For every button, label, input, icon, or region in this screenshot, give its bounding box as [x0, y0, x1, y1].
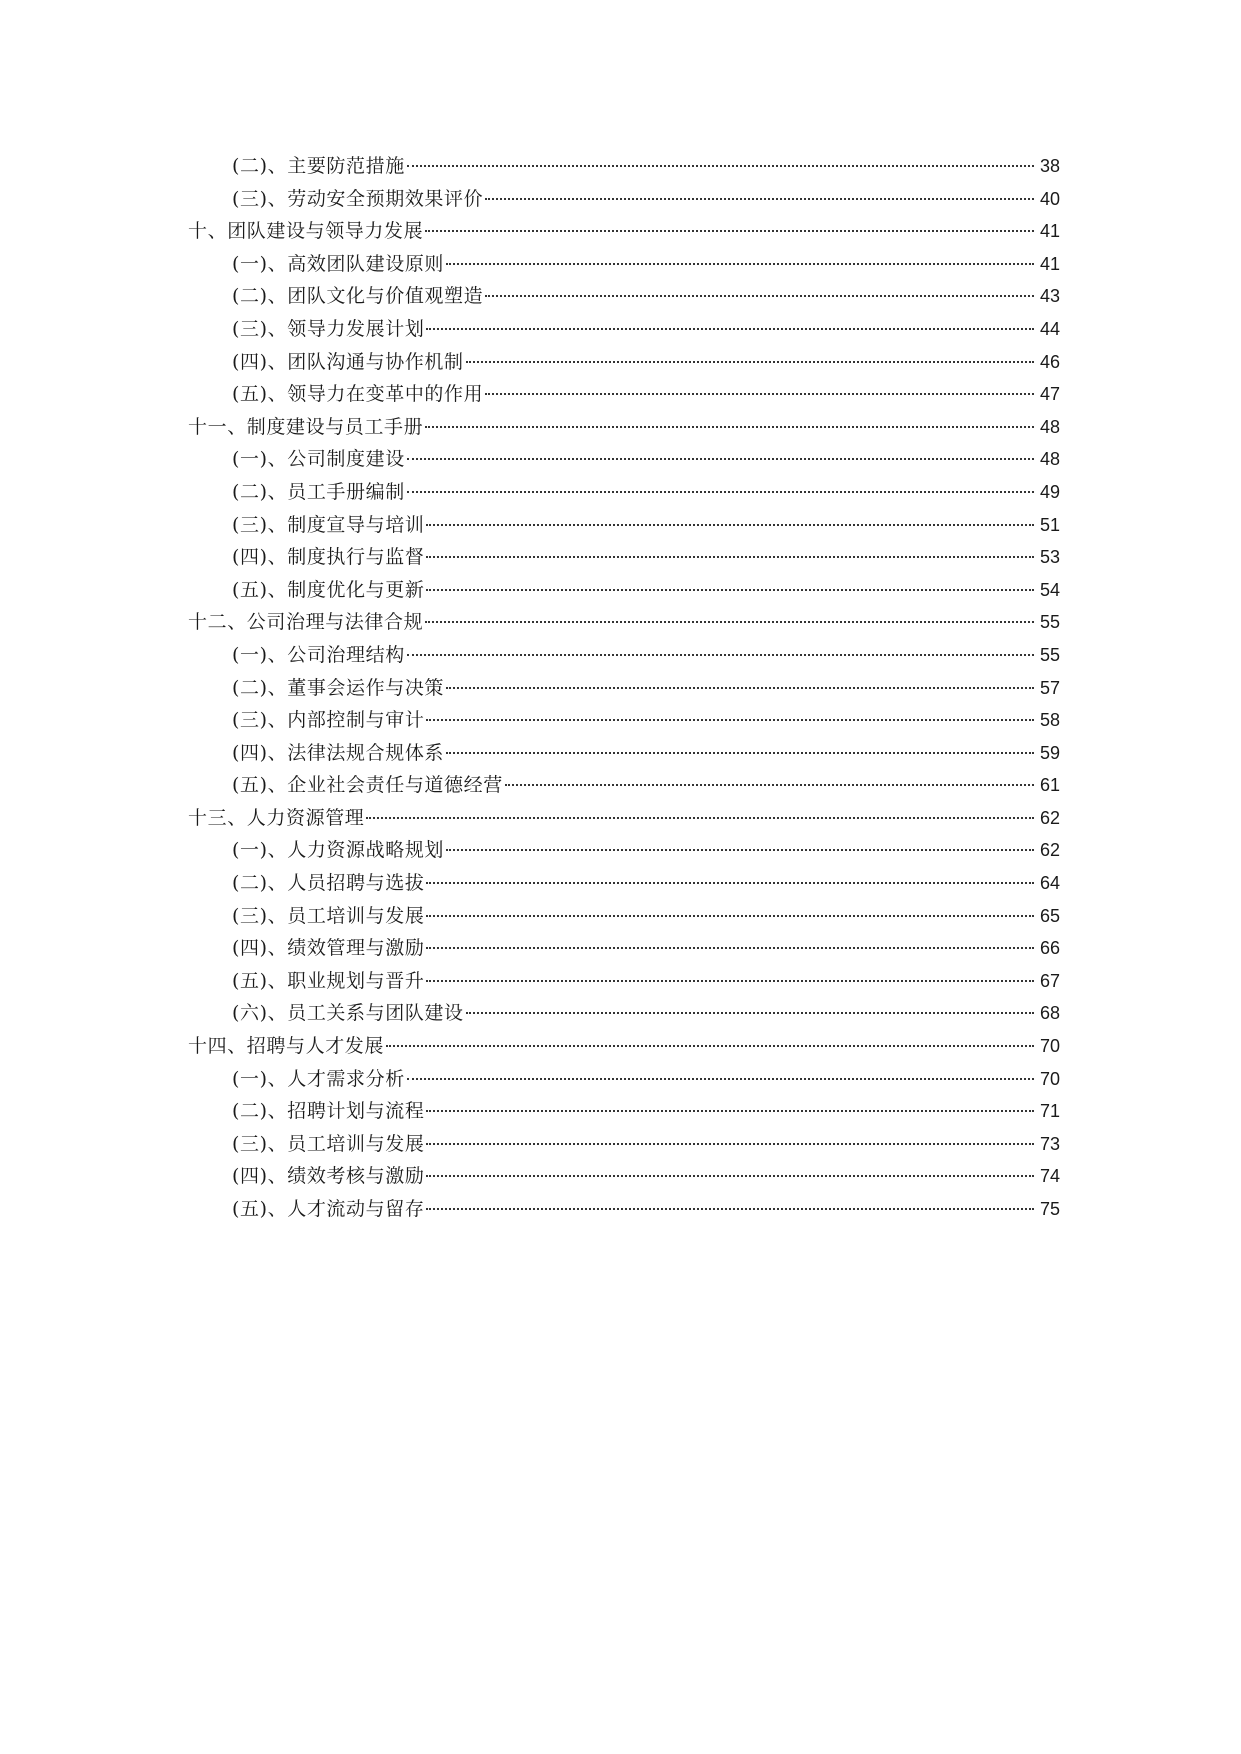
toc-entry-title: 十四、招聘与人才发展 [188, 1035, 385, 1058]
toc-section-entry[interactable] [188, 1095, 1060, 1128]
toc-dot-leader [426, 327, 1034, 330]
toc-dot-leader [466, 360, 1034, 363]
toc-chapter-entry[interactable] [188, 802, 1060, 835]
toc-dot-leader [407, 457, 1034, 460]
toc-entry-title: (五)、制度优化与更新 [232, 578, 425, 601]
toc-section-entry[interactable] [188, 574, 1060, 607]
toc-page-number: 44 [1039, 318, 1060, 339]
toc-dot-leader [485, 392, 1034, 395]
toc-entry-title: (三)、劳动安全预期效果评价 [232, 187, 484, 210]
toc-chapter-entry[interactable] [188, 1030, 1060, 1063]
toc-entry-title: (三)、员工培训与发展 [232, 1132, 425, 1155]
toc-page-number: 73 [1039, 1133, 1060, 1154]
toc-page-number: 68 [1039, 1003, 1060, 1024]
toc-dot-leader [426, 718, 1034, 721]
toc-page-number: 49 [1039, 481, 1060, 502]
toc-entry-title: (三)、制度宣导与培训 [232, 513, 425, 536]
toc-page-number: 59 [1039, 742, 1060, 763]
toc-page-number: 67 [1039, 970, 1060, 991]
toc-dot-leader [446, 751, 1034, 754]
toc-entry-title: (二)、员工手册编制 [232, 480, 405, 503]
toc-section-entry[interactable] [188, 280, 1060, 313]
toc-dot-leader [366, 816, 1034, 819]
toc-section-entry[interactable] [188, 378, 1060, 411]
toc-entry-title: (四)、制度执行与监督 [232, 546, 425, 569]
toc-entry-title: (五)、职业规划与晋升 [232, 969, 425, 992]
toc-dot-leader [426, 946, 1034, 949]
toc-page-number: 74 [1039, 1166, 1060, 1187]
toc-page-number: 75 [1039, 1199, 1060, 1219]
toc-dot-leader [426, 1207, 1034, 1210]
toc-dot-leader [446, 848, 1034, 851]
toc-entry-title: (四)、绩效考核与激励 [232, 1165, 425, 1188]
toc-section-entry[interactable] [188, 704, 1060, 737]
toc-entry-title: (二)、招聘计划与流程 [232, 1100, 425, 1123]
toc-dot-leader [425, 620, 1034, 623]
toc-section-entry[interactable] [188, 150, 1060, 183]
toc-page-number: 55 [1039, 612, 1060, 633]
toc-dot-leader [426, 979, 1034, 982]
toc-entry-title: (一)、人才需求分析 [232, 1067, 405, 1090]
toc-page-number: 62 [1039, 840, 1060, 861]
toc-section-entry[interactable] [188, 509, 1060, 542]
toc-section-entry[interactable] [188, 965, 1060, 998]
toc-chapter-entry[interactable] [188, 606, 1060, 639]
toc-dot-leader [426, 1174, 1034, 1177]
toc-entry-title: 十二、公司治理与法律合规 [188, 611, 424, 634]
toc-page-number: 53 [1039, 547, 1060, 568]
toc-entry-title: (五)、人才流动与留存 [232, 1198, 425, 1220]
toc-entry-title: (一)、公司治理结构 [232, 643, 405, 666]
toc-dot-leader [466, 1011, 1034, 1014]
toc-entry-title: (五)、企业社会责任与道德经营 [232, 774, 503, 797]
toc-section-entry[interactable] [188, 867, 1060, 900]
toc-dot-leader [485, 294, 1034, 297]
toc-section-entry[interactable] [188, 672, 1060, 705]
toc-page-number: 41 [1039, 253, 1060, 274]
toc-entry-title: (一)、公司制度建设 [232, 448, 405, 471]
toc-section-entry[interactable] [188, 834, 1060, 867]
toc-chapter-entry[interactable] [188, 411, 1060, 444]
toc-dot-leader [505, 783, 1034, 786]
toc-page-number: 41 [1039, 221, 1060, 242]
toc-dot-leader [426, 555, 1034, 558]
toc-section-entry[interactable] [188, 248, 1060, 281]
toc-entry-title: 十、团队建设与领导力发展 [188, 220, 424, 243]
toc-dot-leader [425, 229, 1034, 232]
toc-section-entry[interactable] [188, 1160, 1060, 1193]
toc-page-number: 38 [1039, 156, 1060, 176]
toc-section-entry[interactable] [188, 346, 1060, 379]
toc-page-number: 43 [1039, 286, 1060, 307]
toc-dot-leader [485, 197, 1034, 200]
table-of-contents [188, 150, 1060, 1226]
toc-section-entry[interactable] [188, 932, 1060, 965]
toc-dot-leader [407, 653, 1034, 656]
toc-entry-title: (三)、内部控制与审计 [232, 709, 425, 732]
toc-page-number: 48 [1039, 416, 1060, 437]
toc-page-number: 51 [1039, 514, 1060, 535]
toc-dot-leader [446, 686, 1034, 689]
toc-entry-title: 十三、人力资源管理 [188, 806, 365, 829]
toc-entry-title: (二)、董事会运作与决策 [232, 676, 445, 699]
toc-dot-leader [426, 523, 1034, 526]
toc-entry-title: (三)、领导力发展计划 [232, 317, 425, 340]
toc-section-entry[interactable] [188, 443, 1060, 476]
toc-section-entry[interactable] [188, 997, 1060, 1030]
toc-page-number: 48 [1039, 449, 1060, 470]
toc-entry-title: (一)、高效团队建设原则 [232, 252, 445, 275]
toc-section-entry[interactable] [188, 476, 1060, 509]
toc-entry-title: (四)、团队沟通与协作机制 [232, 350, 464, 373]
toc-dot-leader [407, 164, 1034, 167]
toc-section-entry[interactable] [188, 1128, 1060, 1161]
toc-dot-leader [426, 588, 1034, 591]
toc-dot-leader [386, 1044, 1034, 1047]
toc-entry-title: (二)、主要防范措施 [232, 155, 405, 177]
toc-section-entry[interactable] [188, 541, 1060, 574]
toc-section-entry[interactable] [188, 737, 1060, 770]
toc-dot-leader [426, 881, 1034, 884]
toc-entry-title: (二)、团队文化与价值观塑造 [232, 285, 484, 308]
toc-page-number: 66 [1039, 938, 1060, 959]
toc-page-number: 70 [1039, 1068, 1060, 1089]
toc-section-entry[interactable] [188, 183, 1060, 216]
toc-page-number: 71 [1039, 1101, 1060, 1122]
toc-dot-leader [426, 914, 1034, 917]
toc-entry-title: (四)、绩效管理与激励 [232, 937, 425, 960]
toc-dot-leader [426, 1109, 1034, 1112]
toc-page-number: 62 [1039, 807, 1060, 828]
toc-section-entry[interactable] [188, 313, 1060, 346]
toc-page-number: 70 [1039, 1036, 1060, 1057]
toc-entry-title: (五)、领导力在变革中的作用 [232, 383, 484, 406]
toc-section-entry[interactable] [188, 1063, 1060, 1096]
toc-section-entry[interactable] [188, 1193, 1060, 1226]
toc-entry-title: (四)、法律法规合规体系 [232, 741, 445, 764]
toc-entry-title: (二)、人员招聘与选拔 [232, 872, 425, 895]
toc-dot-leader [446, 262, 1034, 265]
toc-page-number: 64 [1039, 873, 1060, 894]
toc-page-number: 61 [1039, 775, 1060, 796]
toc-page-number: 55 [1039, 644, 1060, 665]
toc-page-number: 46 [1039, 351, 1060, 372]
toc-section-entry[interactable] [188, 769, 1060, 802]
toc-entry-title: (三)、员工培训与发展 [232, 904, 425, 927]
toc-section-entry[interactable] [188, 900, 1060, 933]
toc-dot-leader [425, 425, 1034, 428]
toc-entry-title: 十一、制度建设与员工手册 [188, 415, 424, 438]
toc-dot-leader [407, 1077, 1034, 1080]
toc-entry-title: (一)、人力资源战略规划 [232, 839, 445, 862]
toc-page-number: 57 [1039, 677, 1060, 698]
toc-dot-leader [426, 1142, 1034, 1145]
toc-page-number: 65 [1039, 905, 1060, 926]
toc-section-entry[interactable] [188, 639, 1060, 672]
toc-entry-title: (六)、员工关系与团队建设 [232, 1002, 464, 1025]
toc-page-number: 58 [1039, 710, 1060, 731]
toc-chapter-entry[interactable] [188, 215, 1060, 248]
toc-page-number: 54 [1039, 579, 1060, 600]
toc-page-number: 40 [1039, 188, 1060, 209]
toc-page-number: 47 [1039, 384, 1060, 405]
toc-dot-leader [407, 490, 1034, 493]
